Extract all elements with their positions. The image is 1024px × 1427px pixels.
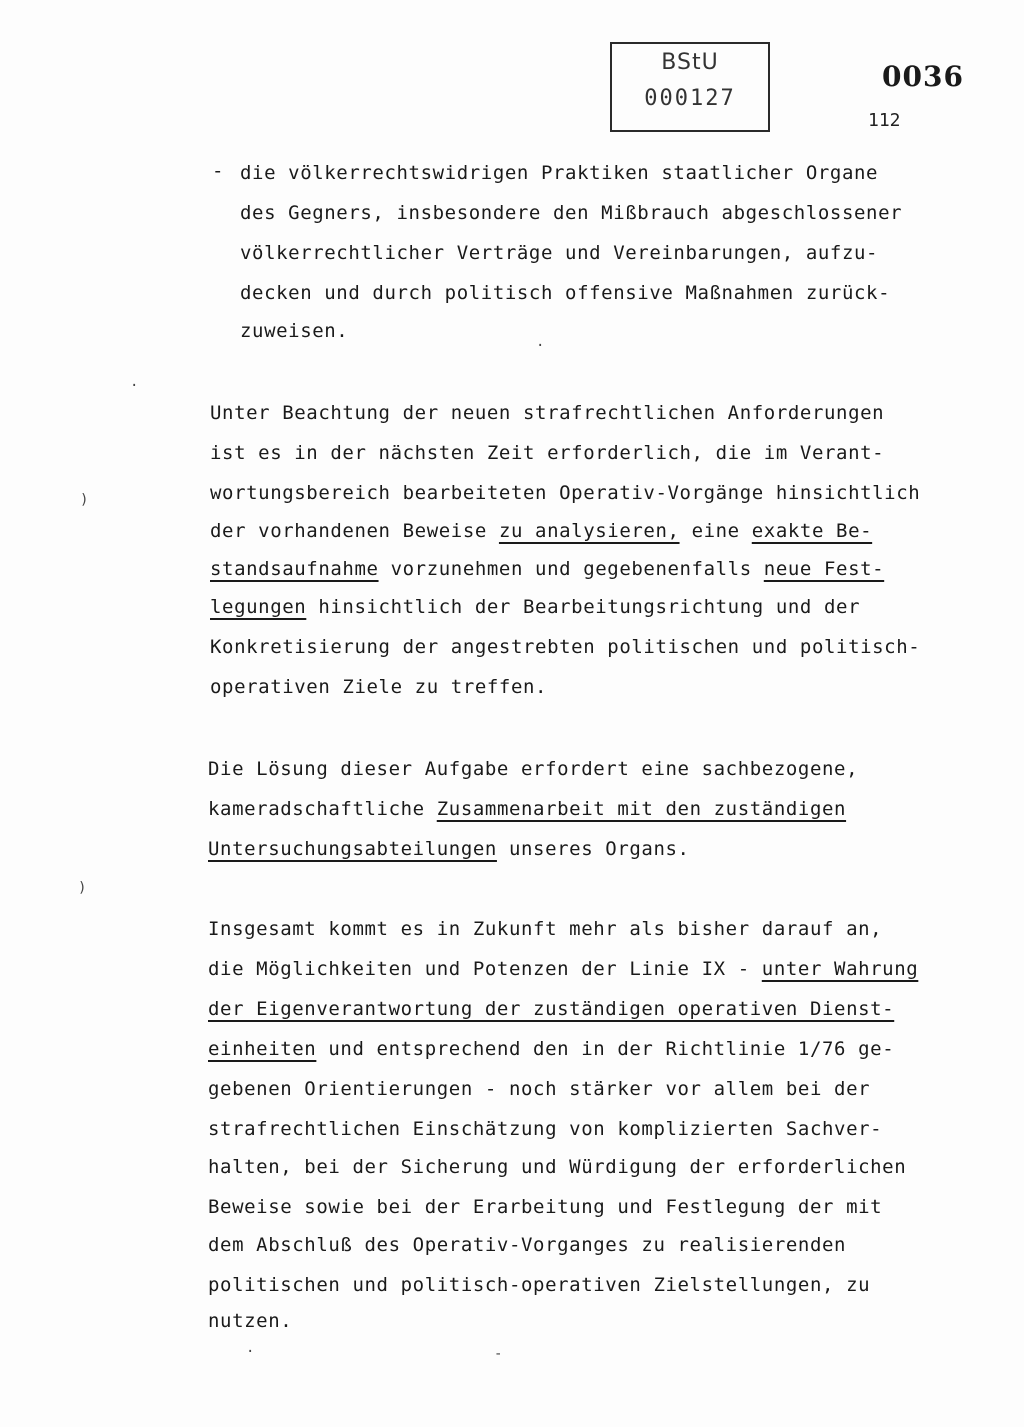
text-line <box>208 798 846 820</box>
underlined-text: Untersuchungsabteilungen <box>208 838 497 860</box>
text-line: des Gegners, insbesondere den Mißbrauch abgeschlossener <box>240 202 903 224</box>
underlined-text: einheiten <box>208 1038 317 1060</box>
text-line: operativen Ziele zu treffen. <box>210 676 548 698</box>
text-line: völkerrechtlicher Verträge und Vereinbarungen, aufzu- <box>240 242 879 264</box>
text-line <box>208 1038 894 1060</box>
underlined-text: der Eigenverantwortung der zuständigen operativen Dienst- <box>208 998 895 1020</box>
text-segment: eine <box>679 520 752 542</box>
underlined-text: standsaufnahme <box>210 558 379 580</box>
page-number: 112 <box>868 110 901 131</box>
text-line <box>208 958 918 980</box>
text-line: Unter Beachtung der neuen strafrechtlichen Anforderungen <box>210 402 885 424</box>
text-line: Insgesamt kommt es in Zukunft mehr als bisher darauf an, <box>208 918 883 940</box>
text-line <box>210 520 872 542</box>
text-line: Beweise sowie bei der Erarbeitung und Festlegung der mit <box>208 1196 883 1218</box>
text-line: halten, bei der Sicherung und Würdigung der erforderlichen <box>208 1156 907 1178</box>
text-line: nutzen. <box>208 1310 293 1332</box>
scan-speck: ) <box>80 492 89 508</box>
text-line: dem Abschluß des Operativ-Vorganges zu realisierenden <box>208 1234 847 1256</box>
scan-speck: ) <box>78 880 87 896</box>
text-segment: unseres Organs. <box>496 838 690 860</box>
underlined-text: legungen <box>210 596 307 618</box>
bullet-marker: - <box>212 160 224 182</box>
text-line <box>208 838 690 860</box>
stamp-label: BStU <box>661 50 719 75</box>
scan-speck: · <box>246 1344 255 1360</box>
scan-speck: - <box>494 1346 503 1362</box>
underlined-text: exakte Be- <box>751 520 873 542</box>
scan-speck: · <box>130 378 139 394</box>
text-line <box>210 596 860 618</box>
archive-number: 0036 <box>882 60 964 93</box>
text-line: strafrechtlichen Einschätzung von komplizierten Sachver- <box>208 1118 883 1140</box>
text-line: politischen und politisch-operativen Zielstellungen, zu <box>208 1274 871 1296</box>
text-segment: hinsichtlich der Bearbeitungsrichtung und der <box>306 596 861 618</box>
text-segment: kameradschaftliche <box>208 798 437 820</box>
text-line: die völkerrechtswidrigen Praktiken staatlicher Organe <box>240 162 879 184</box>
underlined-text: zu analysieren, <box>498 520 680 542</box>
underlined-text: unter Wahrung <box>761 958 919 980</box>
text-segment: die Möglichkeiten und Potenzen der Linie IX - <box>208 958 762 980</box>
stamp-number: 000127 <box>644 86 736 111</box>
text-line <box>210 558 884 580</box>
text-segment: und entsprechend den in der Richtlinie 1/76 ge- <box>316 1038 895 1060</box>
text-line: Die Lösung dieser Aufgabe erfordert eine sachbezogene, <box>208 758 859 780</box>
archive-stamp <box>610 42 770 132</box>
underlined-text: Zusammenarbeit mit den zuständigen <box>436 798 847 820</box>
text-line: Konkretisierung der angestrebten politischen und politisch- <box>210 636 921 658</box>
text-segment: vorzunehmen und gegebenenfalls <box>378 558 764 580</box>
text-line: ist es in der nächsten Zeit erforderlich, die im Verant- <box>210 442 885 464</box>
underlined-text: neue Fest- <box>763 558 885 580</box>
scan-speck: · <box>536 338 545 354</box>
text-line <box>208 998 894 1020</box>
text-line: gebenen Orientierungen - noch stärker vor allem bei der <box>208 1078 871 1100</box>
text-line: zuweisen. <box>240 320 349 342</box>
text-segment: der vorhandenen Beweise <box>210 520 499 542</box>
text-line: wortungsbereich bearbeiteten Operativ-Vorgänge hinsichtlich <box>210 482 921 504</box>
text-line: decken und durch politisch offensive Maßnahmen zurück- <box>240 282 891 304</box>
